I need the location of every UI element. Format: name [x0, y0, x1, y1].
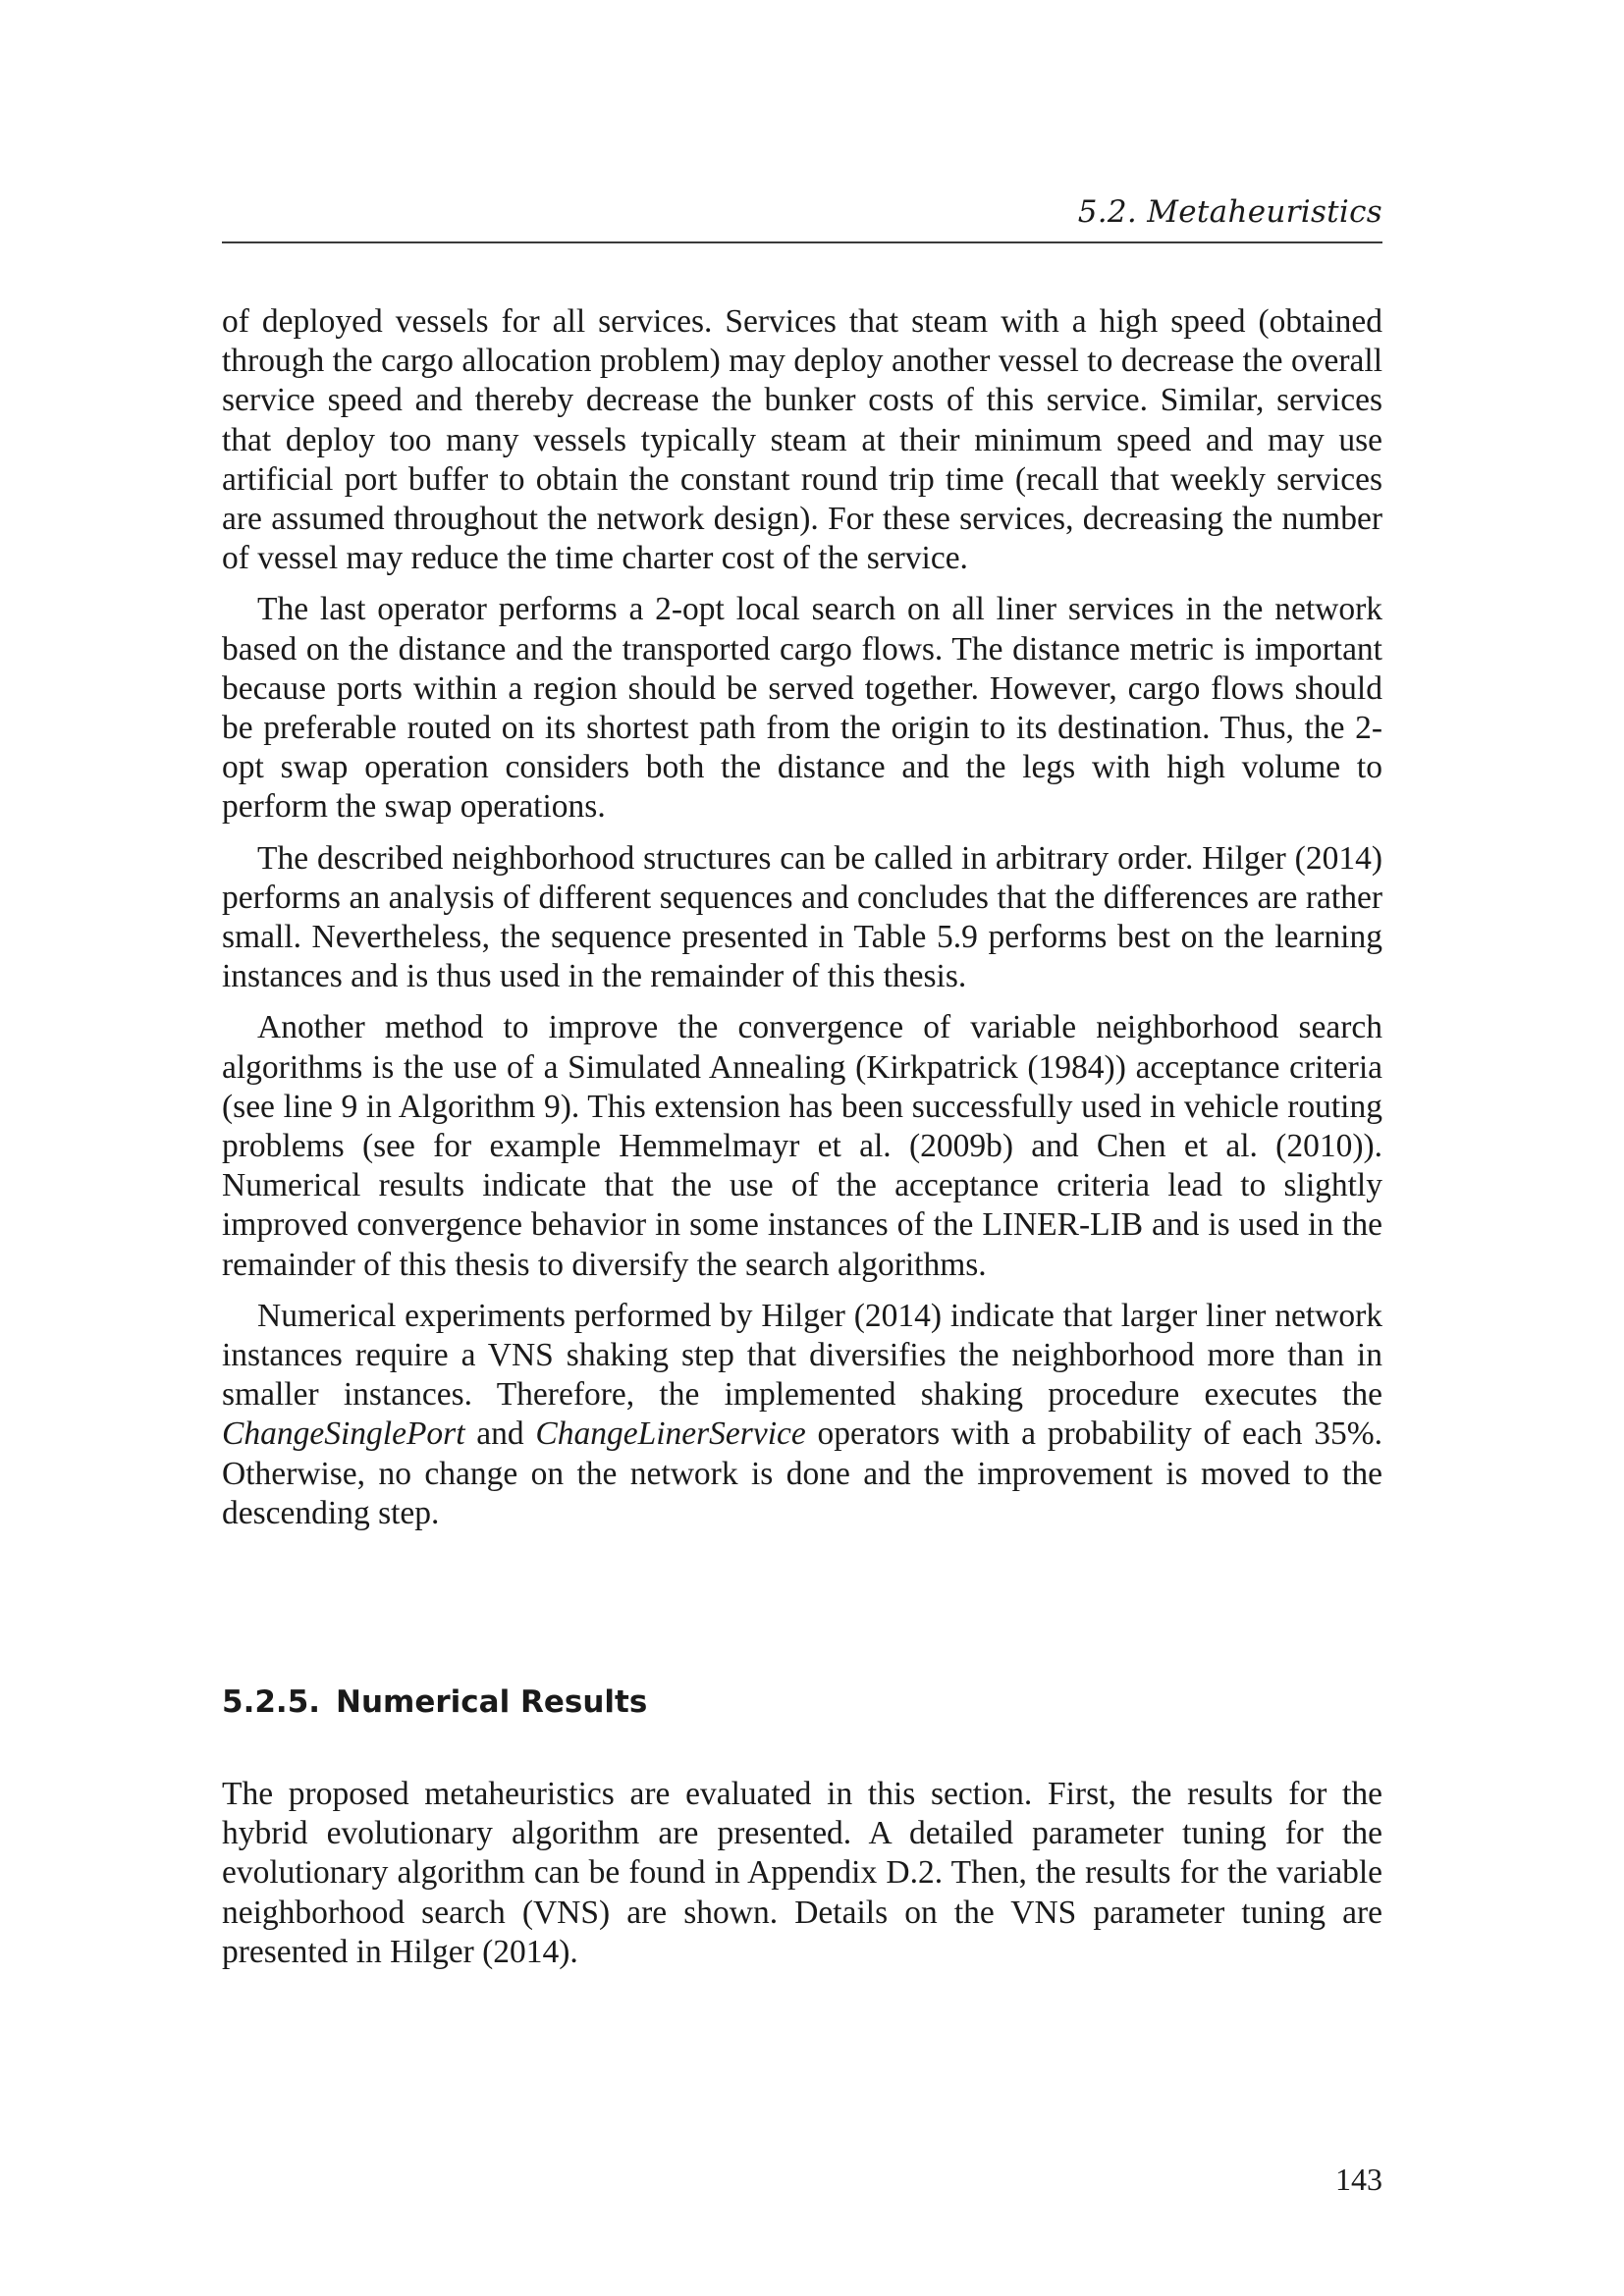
section-heading [222, 1682, 647, 1722]
running-header: 5.2. Metaheuristics [1077, 194, 1382, 230]
paragraph-simulated-annealing: Another method to improve the convergence of variable neighborhood search algorithms is the use of a Simulated Annealing (Kirkpatrick (1984)) acceptance criteria (see line 9 in Algorithm 9). This extension has been successfully used in vehicle routing problems (see for example Hemmelmayr et al. (2009b) and Chen et al. (2010)). Numerical results indicate that the use of the acceptance criteria lead to slightly improved convergence behavior in some instances of the LINER-LIB and is used in the remainder of this thesis to diversify the search algorithms. [222, 1009, 1382, 1283]
paragraph-vessel-deployment: of deployed vessels for all services. Services that steam with a high speed (obtained through the cargo allocation problem) may deploy another vessel to decrease the overall service speed and thereby decrease the bunker costs of this service. Similar, services that deploy too many vessels typically steam at their minimum speed and may use artificial port buffer to obtain the constant round trip time (recall that weekly services are assumed throughout the network design). For these services, decreasing the number of vessel may reduce the time charter cost of the service. [222, 303, 1382, 577]
main-body [222, 302, 1382, 1545]
page-number: 143 [1335, 2162, 1382, 2197]
section-title: Numerical Results [336, 1684, 648, 1720]
paragraph-neighborhood-order: The described neighborhood structures can be called in arbitrary order. Hilger (2014) performs an analysis of different sequences and concludes that the differences are rather small. Nevertheless, the sequence presented in Table 5.9 performs best on the learning instances and is thus used in the remainder of this thesis. [222, 839, 1382, 995]
operator-change-single-port: ChangeSinglePort [222, 1415, 465, 1453]
header-rule [222, 241, 1382, 243]
shaking-text-part-1: Numerical experiments performed by Hilger (2014) indicate that larger liner network instances require a VNS shaking step that diversifies the neighborhood more than in smaller instances. Therefore, the implemented shaking procedure executes the [222, 1297, 1382, 1414]
paragraph-shaking-step [222, 1297, 1382, 1533]
operator-change-liner-service: ChangeLinerService [535, 1415, 806, 1453]
section-body [222, 1775, 1382, 1984]
paragraph-results-intro: The proposed metaheuristics are evaluated in this section. First, the results for the hybrid evolutionary algorithm are presented. A detailed parameter tuning for the evolutionary algorithm can be found in Appendix D.2. Then, the results for the variable neighborhood search (VNS) are shown. Details on the VNS parameter tuning are presented in Hilger (2014). [222, 1776, 1382, 1970]
shaking-text-part-2: and [464, 1415, 536, 1453]
shaking-text-part-3: operators with a probability of each 35%. Otherwise, no change on the network is done and the improvement is moved to the descending step. [222, 1415, 1382, 1531]
section-number: 5.2.5. [222, 1684, 321, 1720]
paragraph-2opt-operator: The last operator performs a 2-opt local search on all liner services in the network based on the distance and the transported cargo flows. The distance metric is important because ports within a region should be served together. However, cargo flows should be preferable routed on its shortest path from the origin to its destination. Thus, the 2-opt swap operation considers both the distance and the legs with high volume to perform the swap operations. [222, 591, 1382, 826]
